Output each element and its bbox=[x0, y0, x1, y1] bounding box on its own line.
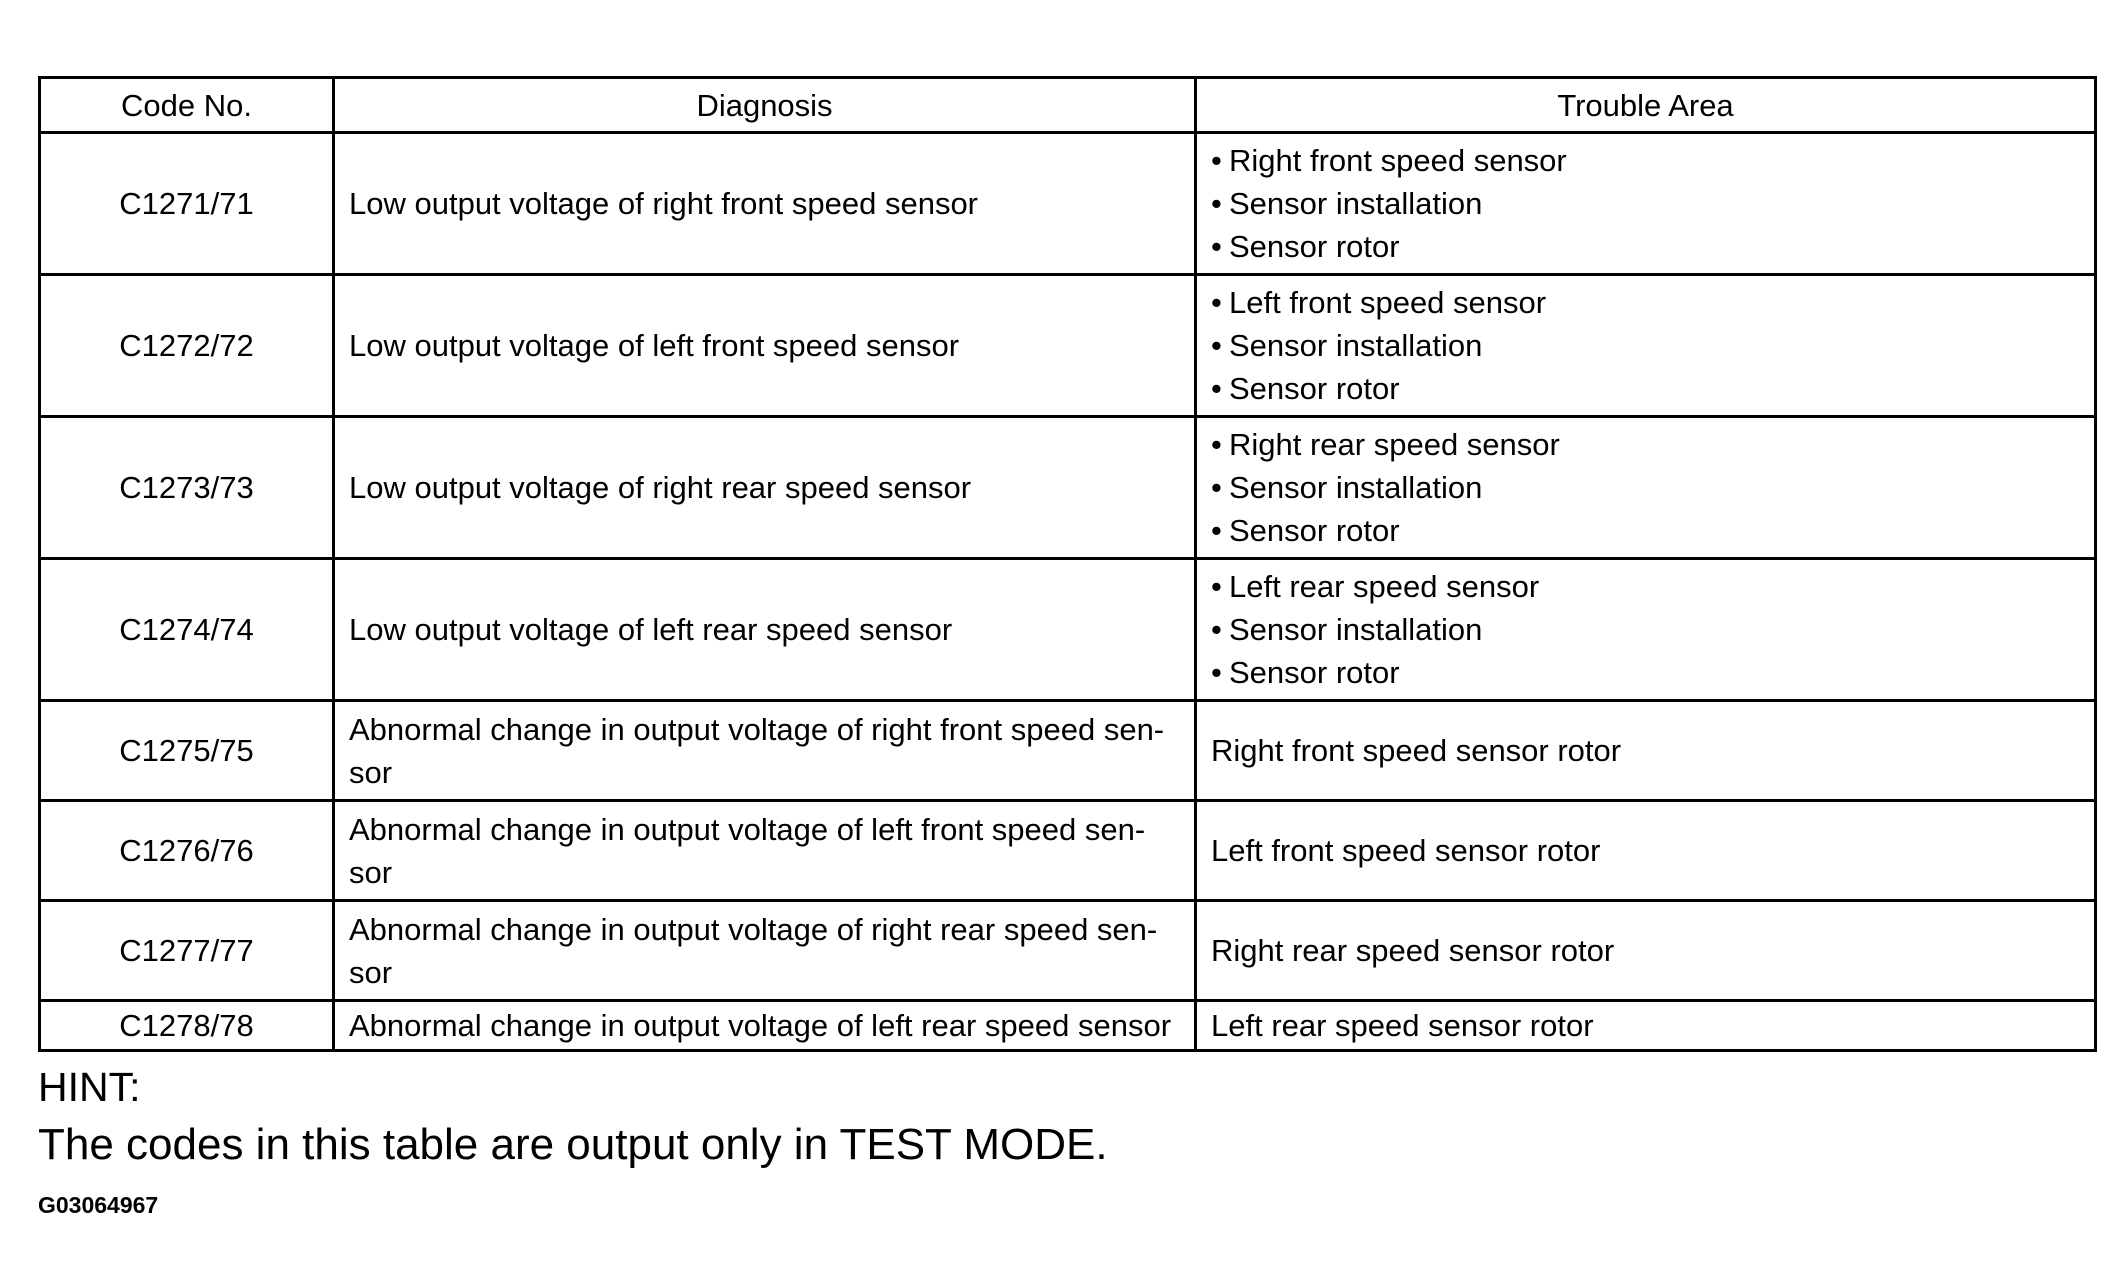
table-row bbox=[40, 801, 2096, 901]
bullet-icon: • bbox=[1211, 470, 1222, 505]
trouble-area-cell: Right rear speed sensor rotor bbox=[1196, 901, 2096, 1001]
code-cell: C1276/76 bbox=[40, 801, 334, 901]
list-item bbox=[1211, 324, 2080, 367]
list-item-text: Sensor installation bbox=[1229, 328, 1483, 363]
list-item-text: Left front speed sensor bbox=[1229, 285, 1547, 320]
bullet-icon: • bbox=[1211, 427, 1222, 462]
list-item bbox=[1211, 608, 2080, 651]
bullet-icon: • bbox=[1211, 143, 1222, 178]
diagnosis-cell: Low output voltage of left rear speed sensor bbox=[334, 559, 1196, 701]
table-row bbox=[40, 901, 2096, 1001]
code-cell: C1277/77 bbox=[40, 901, 334, 1001]
table-row bbox=[40, 559, 2096, 701]
list-item-text: Right front speed sensor bbox=[1229, 143, 1567, 178]
list-item-text: Left rear speed sensor bbox=[1229, 569, 1540, 604]
figure-id: G03064967 bbox=[38, 1192, 159, 1218]
bullet-icon: • bbox=[1211, 285, 1222, 320]
diagnosis-line: Abnormal change in output voltage of left front speed sen- bbox=[349, 811, 1146, 847]
table-header-row bbox=[40, 78, 2096, 133]
list-item bbox=[1211, 509, 2080, 552]
bullet-icon: • bbox=[1211, 328, 1222, 363]
trouble-area-cell: Left front speed sensor rotor bbox=[1196, 801, 2096, 901]
code-cell: C1271/71 bbox=[40, 133, 334, 275]
diagnosis-line: Abnormal change in output voltage of right rear speed sen- bbox=[349, 911, 1158, 947]
diagnosis-cell: Low output voltage of left front speed sensor bbox=[334, 275, 1196, 417]
diagnostic-code-table bbox=[38, 76, 2097, 1052]
list-item-text: Sensor rotor bbox=[1229, 655, 1400, 690]
diagnosis-line: sor bbox=[349, 754, 393, 790]
diagnosis-cell bbox=[334, 901, 1196, 1001]
header-code-no: Code No. bbox=[40, 78, 334, 133]
list-item bbox=[1211, 225, 2080, 268]
diagnosis-cell bbox=[334, 801, 1196, 901]
bullet-icon: • bbox=[1211, 229, 1222, 264]
list-item bbox=[1211, 281, 2080, 324]
bullet-icon: • bbox=[1211, 612, 1222, 647]
list-item bbox=[1211, 651, 2080, 694]
trouble-area-cell: Left rear speed sensor rotor bbox=[1196, 1001, 2096, 1051]
list-item-text: Sensor rotor bbox=[1229, 229, 1400, 264]
diagnosis-cell bbox=[334, 701, 1196, 801]
bullet-icon: • bbox=[1211, 513, 1222, 548]
hint-label: HINT: bbox=[38, 1064, 141, 1110]
diagnosis-cell: Abnormal change in output voltage of left rear speed sensor bbox=[334, 1001, 1196, 1051]
header-diagnosis: Diagnosis bbox=[334, 78, 1196, 133]
diagnosis-cell: Low output voltage of right rear speed sensor bbox=[334, 417, 1196, 559]
list-item-text: Sensor installation bbox=[1229, 470, 1483, 505]
bullet-icon: • bbox=[1211, 569, 1222, 604]
list-item bbox=[1211, 139, 2080, 182]
code-cell: C1272/72 bbox=[40, 275, 334, 417]
bullet-icon: • bbox=[1211, 655, 1222, 690]
table-row bbox=[40, 133, 2096, 275]
code-cell: C1278/78 bbox=[40, 1001, 334, 1051]
trouble-area-list bbox=[1211, 281, 2080, 410]
list-item bbox=[1211, 565, 2080, 608]
diagnosis-line: Abnormal change in output voltage of right front speed sen- bbox=[349, 711, 1165, 747]
table-row bbox=[40, 417, 2096, 559]
trouble-area-cell bbox=[1196, 417, 2096, 559]
diagnosis-cell: Low output voltage of right front speed sensor bbox=[334, 133, 1196, 275]
diagnosis-line: sor bbox=[349, 854, 393, 890]
code-cell: C1275/75 bbox=[40, 701, 334, 801]
list-item bbox=[1211, 466, 2080, 509]
trouble-area-list bbox=[1211, 139, 2080, 268]
bullet-icon: • bbox=[1211, 371, 1222, 406]
bullet-icon: • bbox=[1211, 186, 1222, 221]
list-item-text: Sensor installation bbox=[1229, 186, 1483, 221]
diagnosis-line: sor bbox=[349, 954, 393, 990]
list-item bbox=[1211, 423, 2080, 466]
list-item-text: Right rear speed sensor bbox=[1229, 427, 1560, 462]
trouble-area-list bbox=[1211, 423, 2080, 552]
trouble-area-cell bbox=[1196, 275, 2096, 417]
list-item bbox=[1211, 367, 2080, 410]
table-row bbox=[40, 1001, 2096, 1051]
list-item bbox=[1211, 182, 2080, 225]
table-row bbox=[40, 701, 2096, 801]
trouble-area-cell: Right front speed sensor rotor bbox=[1196, 701, 2096, 801]
list-item-text: Sensor rotor bbox=[1229, 371, 1400, 406]
trouble-area-list bbox=[1211, 565, 2080, 694]
code-cell: C1274/74 bbox=[40, 559, 334, 701]
list-item-text: Sensor rotor bbox=[1229, 513, 1400, 548]
trouble-area-cell bbox=[1196, 133, 2096, 275]
code-cell: C1273/73 bbox=[40, 417, 334, 559]
table-row bbox=[40, 275, 2096, 417]
trouble-area-cell bbox=[1196, 559, 2096, 701]
header-trouble-area: Trouble Area bbox=[1196, 78, 2096, 133]
list-item-text: Sensor installation bbox=[1229, 612, 1483, 647]
hint-text: The codes in this table are output only in TEST MODE. bbox=[38, 1120, 1108, 1169]
